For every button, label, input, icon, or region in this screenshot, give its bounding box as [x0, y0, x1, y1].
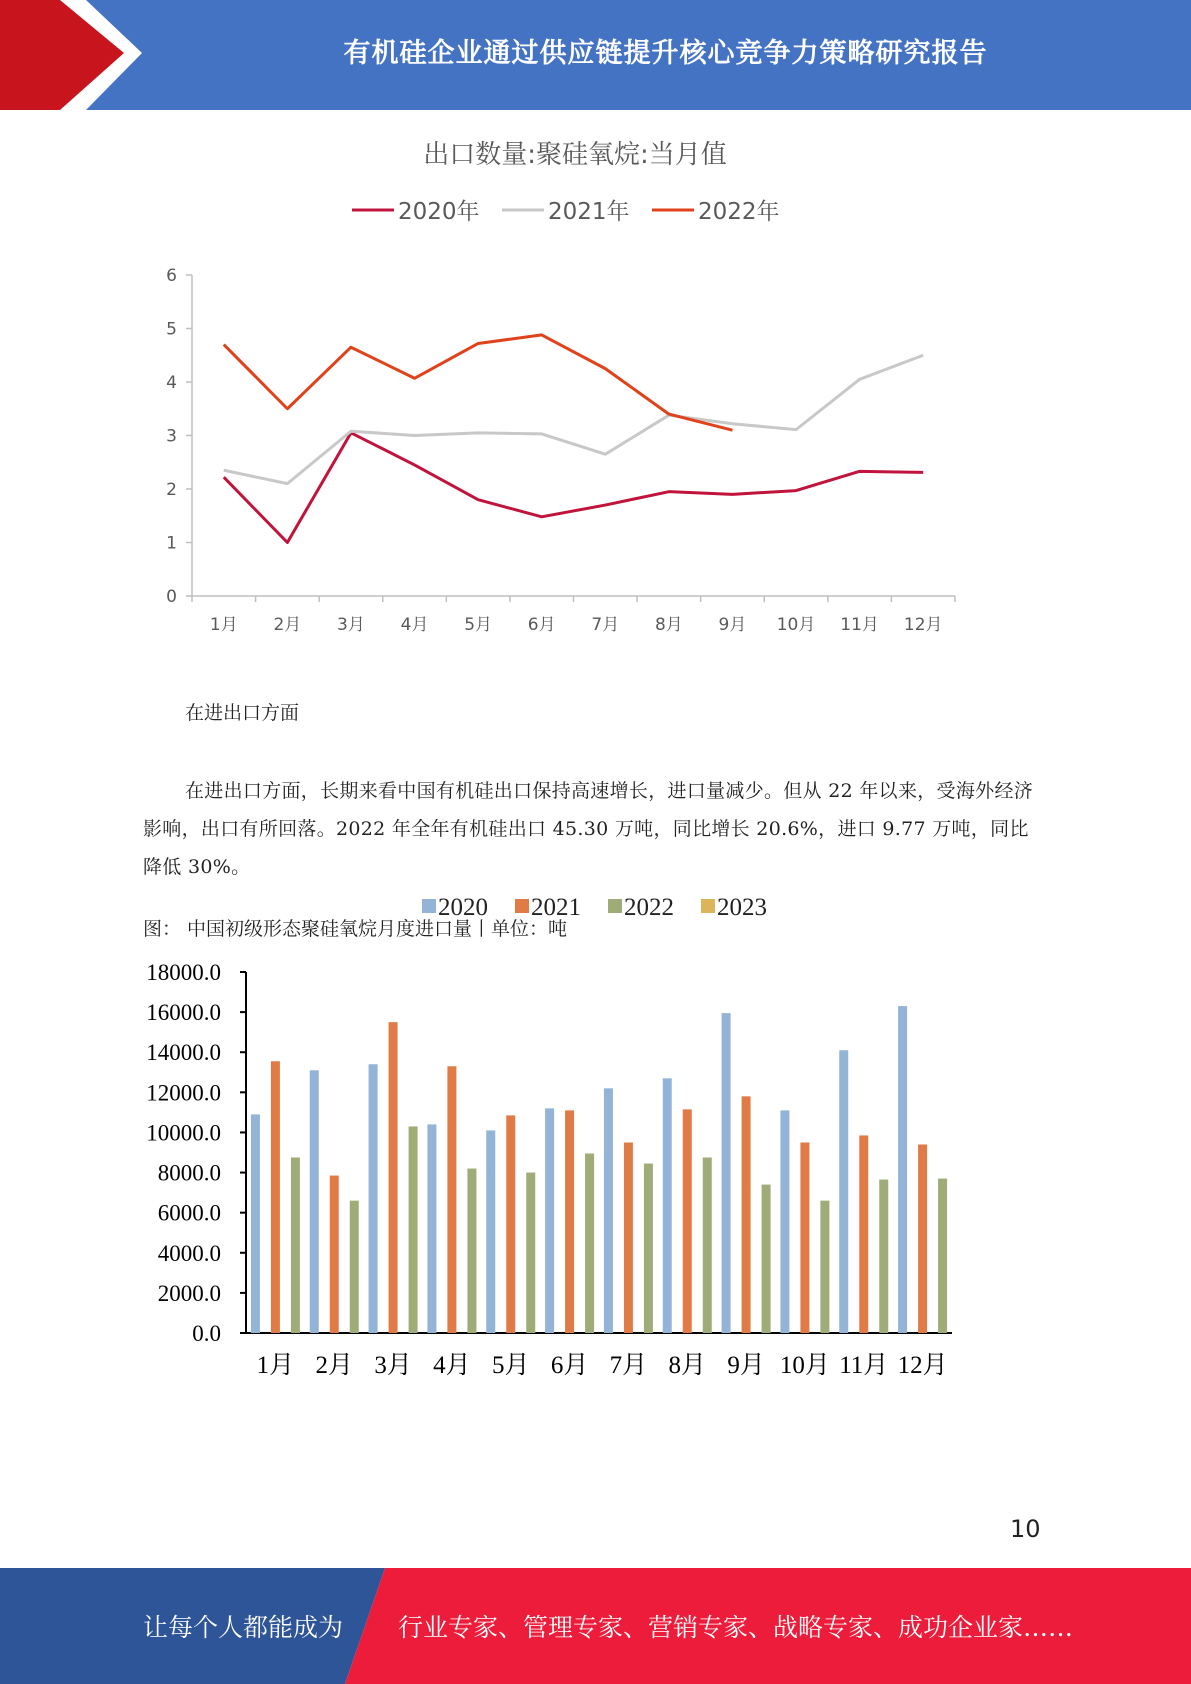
legend-swatch: [515, 899, 529, 913]
bar-2022-12月: [938, 1179, 947, 1333]
bar-2020-7月: [604, 1088, 613, 1333]
legend-entry-2023: [701, 894, 767, 921]
y-tick-label: 2: [166, 480, 177, 500]
x-tick-label: 1月: [256, 1352, 295, 1379]
bar-2022-10月: [820, 1201, 829, 1333]
bar-2021-5月: [506, 1115, 515, 1333]
x-tick-label: 7月: [591, 615, 620, 635]
bar-2020-1月: [251, 1114, 260, 1333]
bar-2022-8月: [703, 1158, 712, 1333]
bar-2022-1月: [291, 1158, 300, 1333]
legend-label: 2020年: [398, 199, 480, 225]
y-tick-label: 14000.0: [146, 1040, 221, 1066]
bar-2021-8月: [683, 1109, 692, 1333]
x-tick-label: 8月: [668, 1352, 707, 1379]
x-tick-label: 4月: [400, 615, 429, 635]
bar-2021-1月: [271, 1061, 280, 1333]
y-tick-label: 4000.0: [157, 1240, 221, 1266]
series-line-2022年: [224, 335, 733, 430]
bar-2021-4月: [447, 1066, 456, 1333]
legend-entry-2022年: [652, 199, 780, 225]
bar-2020-3月: [369, 1064, 378, 1333]
y-tick-label: 18000.0: [146, 960, 221, 985]
x-tick-label: 5月: [491, 1352, 530, 1379]
y-tick-label: 16000.0: [146, 1000, 221, 1026]
y-tick-label: 1: [166, 533, 177, 554]
bar-2022-2月: [350, 1201, 359, 1333]
series-line-2021年: [224, 355, 923, 483]
bar-2021-2月: [330, 1176, 339, 1333]
legend-label: 2022年: [698, 199, 780, 225]
page-number: 10: [1010, 1515, 1041, 1543]
legend-entry-2021年: [502, 199, 630, 225]
x-tick-label: 3月: [374, 1352, 412, 1379]
line-chart-title: 出口数量:聚硅氧烷:当月值: [423, 140, 727, 170]
page-footer: [0, 1568, 1191, 1684]
bar-2021-6月: [565, 1110, 574, 1333]
legend-label: 2021: [531, 894, 581, 921]
figure-caption: 图： 中国初级形态聚硅氧烷月度进口量丨单位：吨: [143, 918, 568, 940]
x-tick-label: 7月: [609, 1352, 648, 1379]
x-tick-label: 10月: [779, 1352, 830, 1379]
x-tick-label: 11月: [839, 1352, 889, 1379]
body-paragraph: 在进出口方面，长期来看中国有机硅出口保持高速增长，进口量减少。但从 22 年以来，受海外经济影响，出口有所回落。2022 年全年有机硅出口 45.30 万吨，同比增长 20.6%，进口 9.77 万吨，同比降低 30%。: [143, 780, 1034, 878]
legend-label: 2022: [624, 894, 674, 921]
x-tick-label: 4月: [433, 1352, 471, 1379]
x-tick-label: 8月: [654, 615, 683, 635]
bar-2022-5月: [526, 1173, 535, 1333]
x-tick-label: 11月: [840, 615, 879, 635]
bar-2022-4月: [467, 1169, 476, 1333]
x-tick-label: 9月: [727, 1352, 765, 1379]
y-tick-label: 6000.0: [157, 1200, 221, 1226]
y-tick-label: 6: [166, 266, 177, 286]
bar-2020-9月: [722, 1013, 731, 1333]
x-tick-label: 10月: [776, 615, 816, 635]
x-tick-label: 5月: [464, 615, 493, 635]
bar-2020-2月: [310, 1070, 319, 1333]
bar-2020-6月: [545, 1108, 554, 1333]
bar-2021-3月: [389, 1022, 398, 1333]
bar-2021-7月: [624, 1142, 633, 1333]
x-tick-label: 2月: [315, 1352, 354, 1379]
x-tick-label: 2月: [273, 615, 302, 635]
bar-2020-10月: [780, 1110, 789, 1333]
export-line-chart: [140, 130, 1060, 650]
legend-label: 2021年: [548, 199, 630, 225]
bar-2020-12月: [898, 1006, 907, 1333]
x-tick-label: 9月: [718, 615, 747, 635]
legend-swatch: [701, 899, 715, 913]
footer-slogan-right: 行业专家、管理专家、营销专家、战略专家、成功企业家……: [398, 1613, 1074, 1642]
bar-2022-9月: [762, 1185, 771, 1333]
y-tick-label: 8000.0: [157, 1160, 221, 1186]
bar-2021-9月: [742, 1096, 751, 1333]
bar-2021-11月: [859, 1135, 868, 1333]
bar-2020-4月: [427, 1124, 436, 1333]
y-tick-label: 5: [166, 319, 177, 340]
x-tick-label: 6月: [550, 1352, 589, 1379]
y-tick-label: 0: [166, 587, 177, 607]
y-tick-label: 4: [166, 373, 177, 393]
x-tick-label: 6月: [527, 615, 556, 635]
bar-2020-5月: [486, 1130, 495, 1333]
bar-2020-11月: [839, 1050, 848, 1333]
header-arrow-decoration: [0, 0, 160, 110]
bar-2021-10月: [800, 1142, 809, 1333]
y-tick-label: 3: [166, 426, 177, 447]
y-tick-label: 0.0: [192, 1321, 221, 1346]
bar-2022-6月: [585, 1154, 594, 1333]
legend-entry-2022: [608, 894, 674, 921]
bar-2022-11月: [879, 1180, 888, 1333]
y-tick-label: 12000.0: [146, 1080, 221, 1106]
bar-2022-3月: [409, 1126, 418, 1333]
section-heading: 在进出口方面: [185, 702, 300, 724]
y-tick-label: 10000.0: [146, 1120, 221, 1146]
header-title: 有机硅企业通过供应链提升核心竞争力策略研究报告: [343, 37, 988, 69]
x-tick-label: 12月: [897, 1352, 948, 1379]
bar-2022-7月: [644, 1164, 653, 1333]
legend-label: 2023: [717, 894, 767, 921]
legend-label: 2020: [438, 894, 488, 921]
bar-2020-8月: [663, 1078, 672, 1333]
footer-slogan-left: 让每个人都能成为: [143, 1613, 344, 1642]
x-tick-label: 3月: [337, 615, 365, 635]
y-tick-label: 2000.0: [157, 1280, 221, 1306]
legend-swatch: [422, 899, 436, 913]
x-tick-label: 12月: [903, 615, 943, 635]
page-header: [0, 0, 1191, 110]
legend-entry-2020年: [352, 199, 480, 225]
bar-2021-12月: [918, 1144, 927, 1333]
legend-swatch: [608, 899, 622, 913]
x-tick-label: 1月: [209, 615, 238, 635]
